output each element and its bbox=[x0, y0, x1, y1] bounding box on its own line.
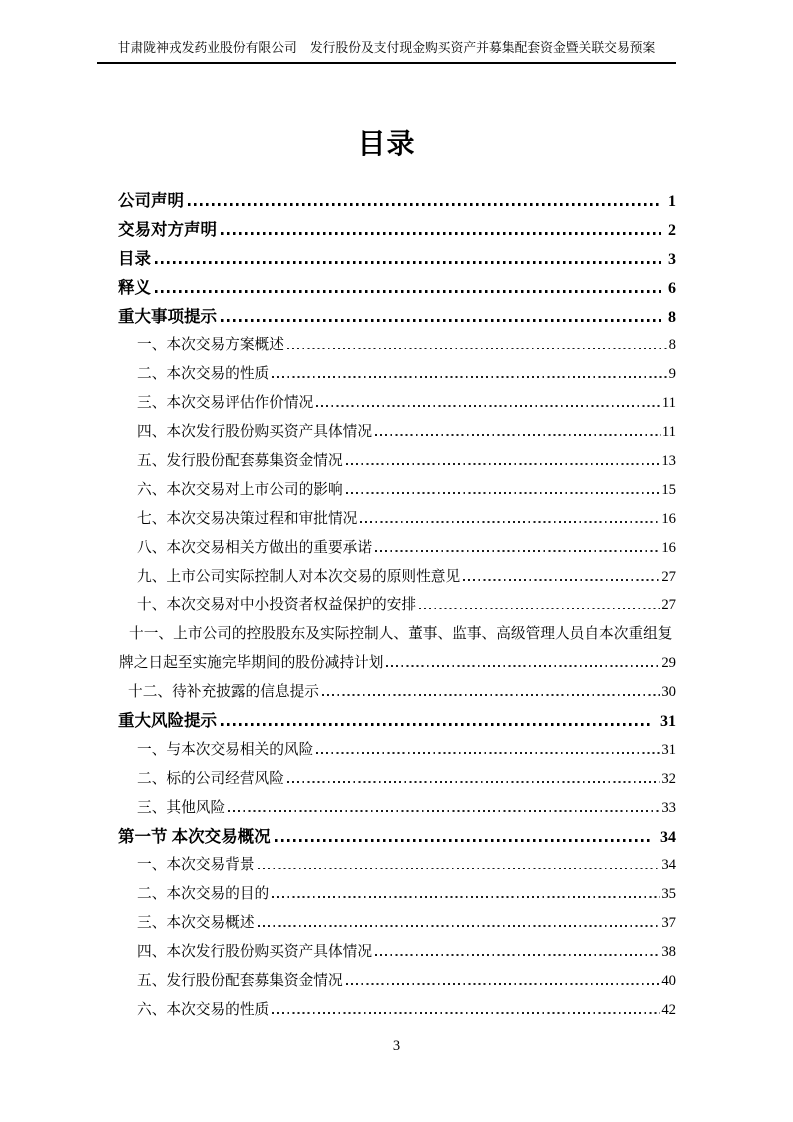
toc-entry-title: 四、本次发行股份购买资产具体情况 bbox=[137, 424, 373, 441]
toc-entry-title: 十、本次交易对中小投资者权益保护的安排 bbox=[137, 597, 417, 614]
dot-leader bbox=[375, 550, 660, 552]
toc-entry bbox=[97, 389, 676, 418]
toc-entry-page-number: 34 bbox=[661, 857, 676, 874]
toc-entry-title: 九、上市公司实际控制人对本次交易的原则性意见 bbox=[137, 568, 461, 585]
toc-entry-title: 三、本次交易概述 bbox=[137, 915, 255, 932]
toc-entry-title: 五、发行股份配套募集资金情况 bbox=[137, 453, 343, 470]
toc-entry-page-number: 42 bbox=[661, 1001, 676, 1018]
toc-entry-page-number: 3 bbox=[668, 250, 676, 268]
toc-entry-page-number: 8 bbox=[668, 337, 676, 354]
toc-entry bbox=[97, 591, 676, 620]
dot-leader bbox=[272, 376, 667, 378]
toc-heading: 目录 bbox=[357, 129, 416, 160]
running-header bbox=[97, 41, 676, 64]
toc-entry-title: 第一节 本次交易概况 bbox=[118, 826, 271, 846]
toc-entry-page-number: 35 bbox=[661, 886, 676, 903]
toc-entry-title: 释义 bbox=[118, 277, 151, 297]
toc-entry bbox=[97, 187, 676, 216]
toc-entry bbox=[97, 851, 676, 880]
toc-entry bbox=[97, 245, 676, 274]
dot-leader bbox=[221, 723, 653, 726]
toc-entry bbox=[97, 274, 676, 303]
header-company-name: 甘肃陇神戎发药业股份有限公司 bbox=[117, 41, 297, 55]
toc-entry bbox=[97, 909, 676, 938]
toc-entry-title: 七、本次交易决策过程和审批情况 bbox=[137, 510, 358, 527]
toc-entry-page-number: 16 bbox=[661, 510, 676, 527]
dot-leader bbox=[272, 1012, 660, 1014]
toc-entry bbox=[97, 534, 676, 563]
dot-leader bbox=[316, 752, 660, 754]
toc-entry bbox=[97, 967, 676, 996]
dot-leader bbox=[275, 839, 653, 842]
toc-entry-title: 重大风险提示 bbox=[118, 711, 217, 731]
dot-leader bbox=[258, 868, 661, 870]
toc-entry bbox=[97, 678, 676, 707]
toc-entry-title: 六、本次交易的性质 bbox=[137, 1001, 270, 1018]
toc-entry-title: 二、本次交易的性质 bbox=[137, 366, 270, 383]
dot-leader bbox=[463, 579, 660, 581]
toc-entry-page-number: 13 bbox=[661, 453, 676, 470]
toc-entry-title: 六、本次交易对上市公司的影响 bbox=[137, 481, 343, 498]
dot-leader bbox=[360, 521, 660, 523]
dot-leader bbox=[316, 405, 661, 407]
toc-entry-page-number: 32 bbox=[661, 770, 676, 787]
dot-leader bbox=[346, 983, 661, 985]
dot-leader bbox=[419, 608, 660, 610]
toc-entry-title: 目录 bbox=[118, 248, 151, 268]
dot-leader bbox=[287, 781, 660, 783]
toc-entry bbox=[97, 418, 676, 447]
toc-list bbox=[97, 187, 676, 1025]
dot-leader bbox=[322, 694, 660, 696]
toc-entry-page-number: 8 bbox=[668, 308, 676, 326]
toc-entry-title-continued: 牌之日起至实施完毕期间的股份减持计划 bbox=[119, 655, 384, 672]
dot-leader bbox=[375, 434, 661, 436]
toc-entry bbox=[97, 707, 676, 736]
footer-page-number: 3 bbox=[392, 1038, 401, 1054]
dot-leader bbox=[258, 925, 661, 927]
toc-entry bbox=[97, 447, 676, 476]
toc-entry bbox=[97, 505, 676, 534]
toc-entry-title: 二、标的公司经营风险 bbox=[137, 770, 284, 787]
toc-entry bbox=[97, 996, 676, 1025]
toc-entry-page-number: 16 bbox=[661, 539, 676, 556]
toc-entry-title: 八、本次交易相关方做出的重要承诺 bbox=[137, 539, 373, 556]
dot-leader bbox=[386, 665, 660, 667]
toc-entry bbox=[97, 938, 676, 967]
toc-entry-page-number: 33 bbox=[661, 799, 676, 816]
dot-leader bbox=[272, 896, 660, 898]
toc-entry-page-number: 38 bbox=[661, 944, 676, 961]
toc-entry-page-number: 15 bbox=[661, 481, 676, 498]
toc-entry bbox=[97, 880, 676, 909]
dot-leader bbox=[188, 203, 661, 206]
toc-entry bbox=[97, 476, 676, 505]
toc-entry-title: 五、发行股份配套募集资金情况 bbox=[137, 973, 343, 990]
toc-entry-page-number: 37 bbox=[661, 915, 676, 932]
toc-entry bbox=[97, 765, 676, 794]
toc-entry-page-number: 6 bbox=[668, 279, 676, 297]
toc-entry-page-number: 11 bbox=[661, 424, 676, 441]
toc-entry-page-number: 29 bbox=[661, 655, 676, 672]
toc-entry-page-number: 1 bbox=[668, 193, 676, 210]
toc-entry bbox=[97, 331, 676, 360]
toc-entry-title: 二、本次交易的目的 bbox=[137, 886, 270, 903]
toc-entry-page-number: 11 bbox=[661, 395, 676, 412]
toc-entry-page-number: 30 bbox=[661, 684, 676, 701]
toc-entry-title: 一、本次交易背景 bbox=[137, 857, 255, 874]
toc-entry-title: 四、本次发行股份购买资产具体情况 bbox=[137, 944, 373, 961]
toc-entry-title: 公司声明 bbox=[118, 191, 184, 210]
toc-entry bbox=[97, 563, 676, 592]
toc-entry-title: 一、与本次交易相关的风险 bbox=[137, 741, 314, 758]
toc-entry-page-number: 27 bbox=[661, 568, 676, 585]
toc-entry bbox=[97, 216, 676, 245]
toc-entry-title: 十二、待补充披露的信息提示 bbox=[128, 684, 319, 701]
toc-entry-title: 交易对方声明 bbox=[118, 219, 217, 239]
toc-entry-title: 十一、上市公司的控股股东及实际控制人、董事、监事、高级管理人员自本次重组复 bbox=[129, 626, 673, 643]
dot-leader bbox=[155, 290, 661, 293]
dot-leader bbox=[221, 319, 661, 322]
dot-leader bbox=[228, 810, 660, 812]
dot-leader bbox=[221, 232, 661, 235]
toc-entry-title: 三、本次交易评估作价情况 bbox=[137, 395, 314, 412]
toc-entry-title: 一、本次交易方案概述 bbox=[137, 337, 284, 354]
toc-entry-page-number: 34 bbox=[660, 828, 676, 846]
toc-entry-title: 三、其他风险 bbox=[137, 799, 226, 816]
dot-leader bbox=[346, 463, 661, 465]
toc-entry-page-number: 2 bbox=[668, 221, 676, 239]
toc-entry-page-number: 31 bbox=[660, 713, 676, 731]
toc-entry bbox=[97, 360, 676, 389]
toc-entry-page-number: 9 bbox=[668, 366, 676, 383]
dot-leader bbox=[346, 492, 661, 494]
dot-leader bbox=[287, 348, 668, 350]
header-doc-title: 发行股份及支付现金购买资产并募集配套资金暨关联交易预案 bbox=[309, 41, 656, 55]
dot-leader bbox=[375, 954, 660, 956]
toc-entry bbox=[97, 649, 676, 678]
toc-entry-page-number: 31 bbox=[661, 741, 676, 758]
toc-entry bbox=[97, 794, 676, 823]
toc-entry bbox=[97, 303, 676, 332]
toc-entry-page-number: 27 bbox=[661, 597, 676, 614]
dot-leader bbox=[155, 261, 661, 264]
toc-entry bbox=[97, 823, 676, 852]
toc-entry-title: 重大事项提示 bbox=[118, 306, 217, 326]
toc-entry bbox=[97, 620, 676, 649]
toc-entry-page-number: 40 bbox=[661, 973, 676, 990]
toc-entry bbox=[97, 736, 676, 765]
